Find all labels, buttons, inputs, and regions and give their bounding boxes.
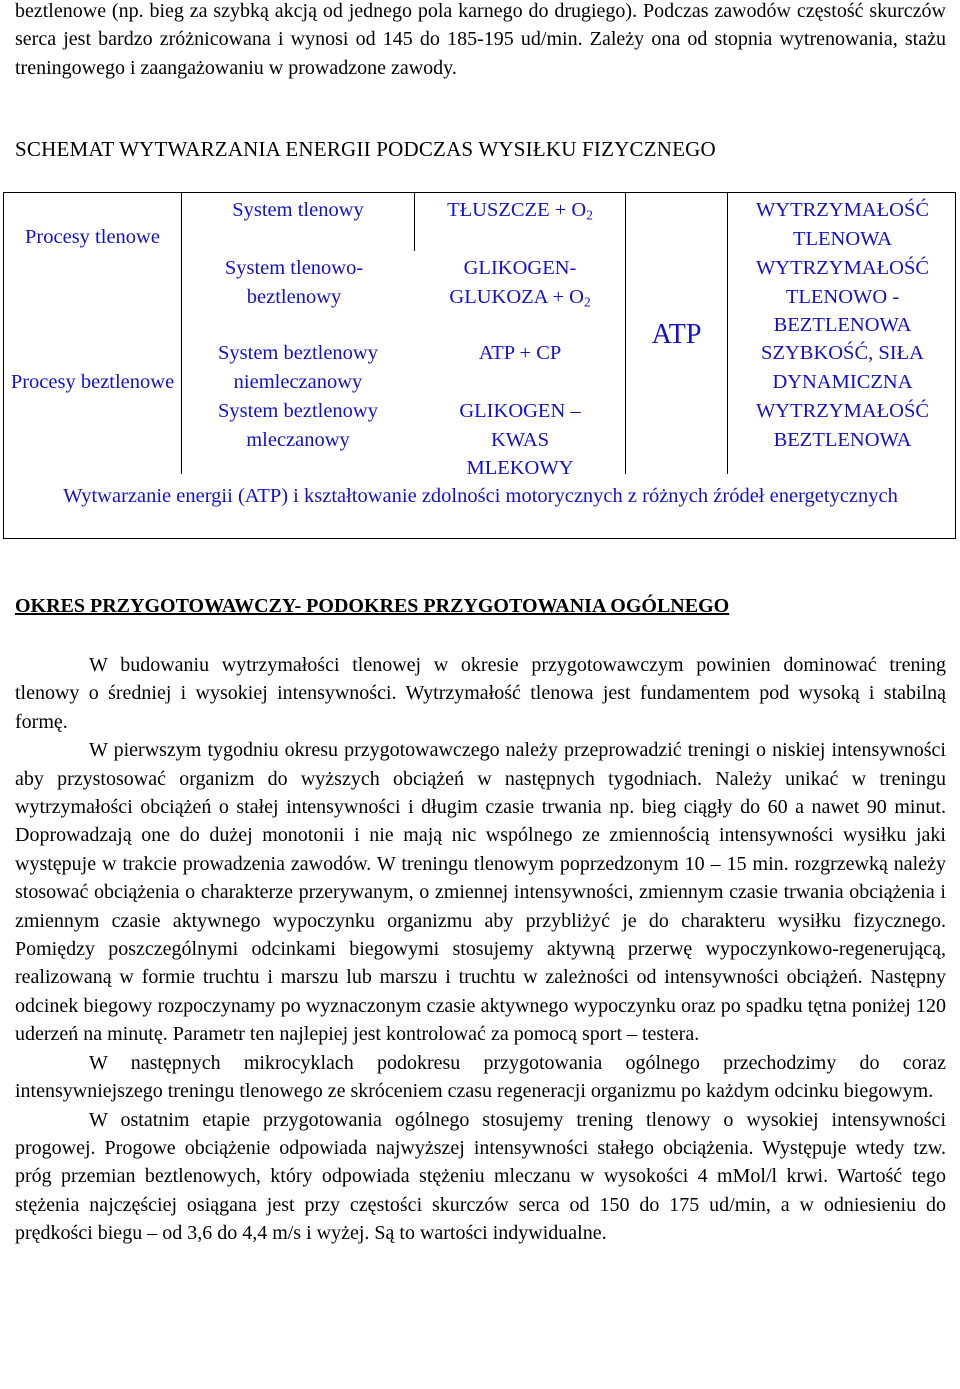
paragraph: W ostatnim etapie przygotowania ogólnego stosujemy trening tlenowy o wysokiej intensywności progowej. Progowe obciążenie odpowiada najwyższej intensywności stałego obciążenia. Występuje wtedy tzw. próg przemian beztlenowych, który odpowiada stężeniu mleczanu w wysokości 4 mMol/l krwi. Wartość tego stężenia najczęściej osiągana jest przy częstości skurczów serca od 150 do 175 ud/min, a w odniesieniu do prędkości biegu – od 3,6 do 4,4 m/s i wyżej. Są to wartości indywidualne.	[15, 1108, 946, 1245]
group-aerobic-label: Procesy tlenowe	[25, 226, 160, 248]
section-body	[15, 651, 946, 1248]
schema-footer: Wytwarzanie energii (ATP) i kształtowanie zdolności motorycznych z różnych źródeł energetycznych	[63, 485, 898, 507]
fuel-glycogen-sub: 2	[583, 293, 591, 309]
capacity-aerobic: WYTRZYMAŁOŚĆ TLENOWA	[755, 199, 930, 250]
schema-title: SCHEMAT WYTWARZANIA ENERGII PODCZAS WYSIŁKU FIZYCZNEGO	[15, 137, 716, 161]
capacity-speed-power: SZYBKOŚĆ, SIŁA DYNAMICZNA	[761, 342, 924, 393]
capacity-aerobic-anaerobic: WYTRZYMAŁOŚĆ TLENOWO - BEZTLENOWA	[755, 257, 930, 336]
paragraph: W budowaniu wytrzymałości tlenowej w okresie przygotowawczym powinien dominować trening tlenowy o średniej i wysokiej intensywności. Wytrzymałość tlenowa jest fundamentem pod wysoką i stabilną formę.	[15, 654, 946, 733]
fuel-fat	[415, 196, 625, 225]
fuel-lactic: GLIKOGEN – KWAS MLEKOWY	[459, 400, 581, 479]
section-heading: OKRES PRZYGOTOWAWCZY- PODOKRES PRZYGOTOWANIA OGÓLNEGO	[15, 595, 730, 617]
system-anaerobic-alactic: System beztlenowy niemleczanowy	[218, 342, 378, 393]
system-aerobic-anaerobic: System tlenowo-beztlenowy	[224, 257, 364, 308]
energy-schema-table	[3, 192, 956, 539]
system-aerobic: System tlenowy	[232, 199, 364, 221]
fuel-fat-sub: 2	[586, 207, 593, 223]
group-anaerobic-label: Procesy beztlenowe	[10, 371, 175, 393]
paragraph: W następnych mikrocyklach podokresu przygotowania ogólnego przechodzimy do coraz intensywniejszego treningu tlenowego ze skróceniem czasu regeneracji organizmu po każdym odcinku biegowym.	[15, 1051, 946, 1103]
fuel-glycogen	[415, 254, 625, 311]
paragraph: W pierwszym tygodniu okresu przygotowawczego należy przeprowadzić treningi o niskiej intensywności aby przystosować organizm do wyższych obciążeń w następnych tygodniach. Należy unikać w treningu wytrzymałości obciążeń o stałej intensywności i długim czasie trwania np. bieg ciągły do 60 a nawet 90 minut. Doprowadzają one do dużej monotonii i nie mają nic wspólnego ze zmiennością intensywności wysiłku jaki występuje w trakcie prowadzenia zawodów. W treningu tlenowym poprzedzonym 10 – 15 min. rozgrzewką należy stosować obciążenia o charakterze przerywanym, o zmiennej intensywności, zmiennym czasie trwania obciążenia i zmiennym czasie aktywnego wypoczynku organizmu aby przybliżyć je do charakteru wysiłku fizycznego. Pomiędzy poszczególnymi odcinkami biegowymi stosujemy aktywną przerwę wypoczynkowo-regenerującą, realizowaną w formie truchtu i marszu lub marszu i truchtu w zależności od intensywności obciążeń. Następny odcinek biegowy rozpoczynamy po wyznaczonym czasie aktywnego wypoczynku oraz po spadku tętna poniżej 120 uderzeń na minutę. Parametr ten najlepiej jest kontrolować za pomocą sport – testera.	[15, 739, 946, 1046]
fuel-fat-text: TŁUSZCZE + O	[447, 199, 587, 221]
system-anaerobic-lactic: System beztlenowy mleczanowy	[218, 400, 378, 451]
atp-label: ATP	[651, 319, 702, 350]
fuel-atp-cp: ATP + CP	[478, 342, 562, 364]
intro-paragraph: beztlenowe (np. bieg za szybką akcją od jednego pola karnego do drugiego). Podczas zawodów częstość skurczów serca jest bardzo zróżnicowana i wynosi od 145 do 185-195 ud/min. Zależy ona od stopnia wytrenowania, stażu treningowego i zaangażowaniu w prowadzone zawody.	[15, 0, 946, 79]
capacity-anaerobic: WYTRZYMAŁOŚĆ BEZTLENOWA	[755, 400, 930, 451]
fuel-glycogen-text: GLIKOGEN-GLUKOZA + O	[449, 257, 584, 308]
